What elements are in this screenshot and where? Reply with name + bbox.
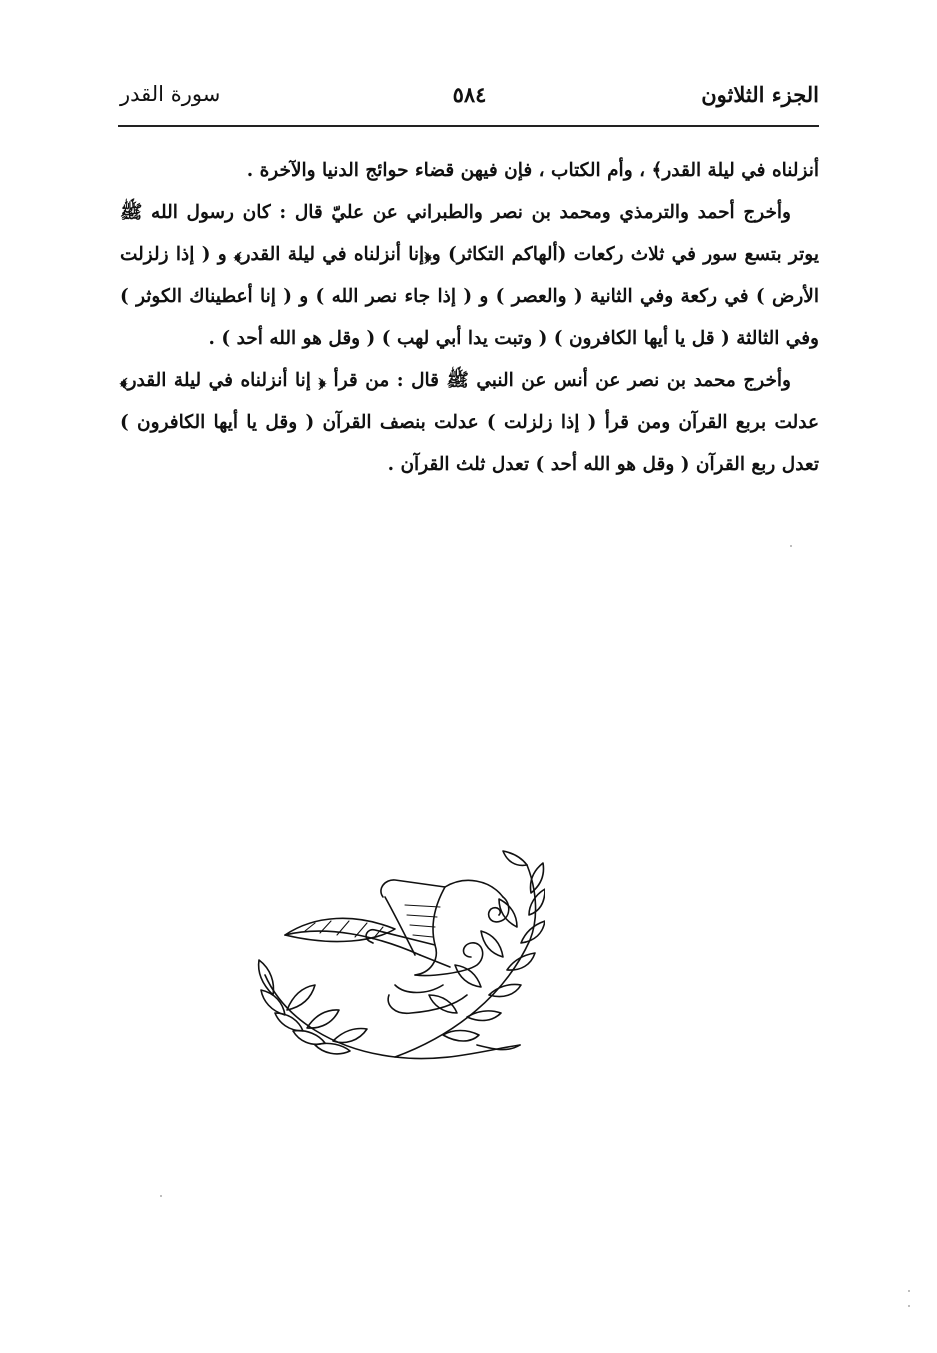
- page-body: [120, 150, 819, 486]
- header-rule: [118, 125, 819, 127]
- paragraph-2: وأخرج أحمد والترمذي ومحمد بن نصر والطبراني عن عليّ قال : كان رسول الله ﷺ يوتر بتسع سور في ثلاث ركعات (ألهاكم التكاثر) و﴿إنا أنزلناه في ليلة القدر﴾ و ( إذا زلزلت الأرض ) في ركعة وفي الثانية ( والعصر ) و ( إذا جاء نصر الله ) و ( إنا أعطيناك الكوثر ) وفي الثالثة ( قل يا أيها الكافرون ) ( وتبت يدا أبي لهب ) ( وقل هو الله أحد ) .: [120, 202, 819, 349]
- page-number: ٥٨٤: [452, 82, 487, 107]
- paragraph-3: وأخرج محمد بن نصر عن أنس عن النبي ﷺ قال : من قرأ ﴿ إنا أنزلناه في ليلة القدر﴾ عدلت بربع القرآن ومن قرأ ( إذا زلزلت ) عدلت بنصف القرآن ( وقل يا أيها الكافرون ) تعدل ربع القرآن ( وقل هو الله أحد ) تعدل ثلث القرآن .: [120, 370, 819, 475]
- page-header: [120, 80, 819, 120]
- surah-title: سورة القدر: [120, 82, 221, 106]
- part-title: الجزء الثلاثون: [701, 82, 819, 107]
- paper-speck: [160, 1195, 162, 1197]
- scroll-quill-laurel-icon: [245, 845, 545, 1090]
- paper-speck: [908, 1290, 910, 1292]
- paper-speck: [908, 1305, 910, 1307]
- paper-speck: [790, 545, 792, 547]
- paragraph-1: أنزلناه في ليلة القدر﴾ ، وأم الكتاب ، فإن فيهن قضاء حوائج الدنيا والآخرة .: [246, 160, 819, 181]
